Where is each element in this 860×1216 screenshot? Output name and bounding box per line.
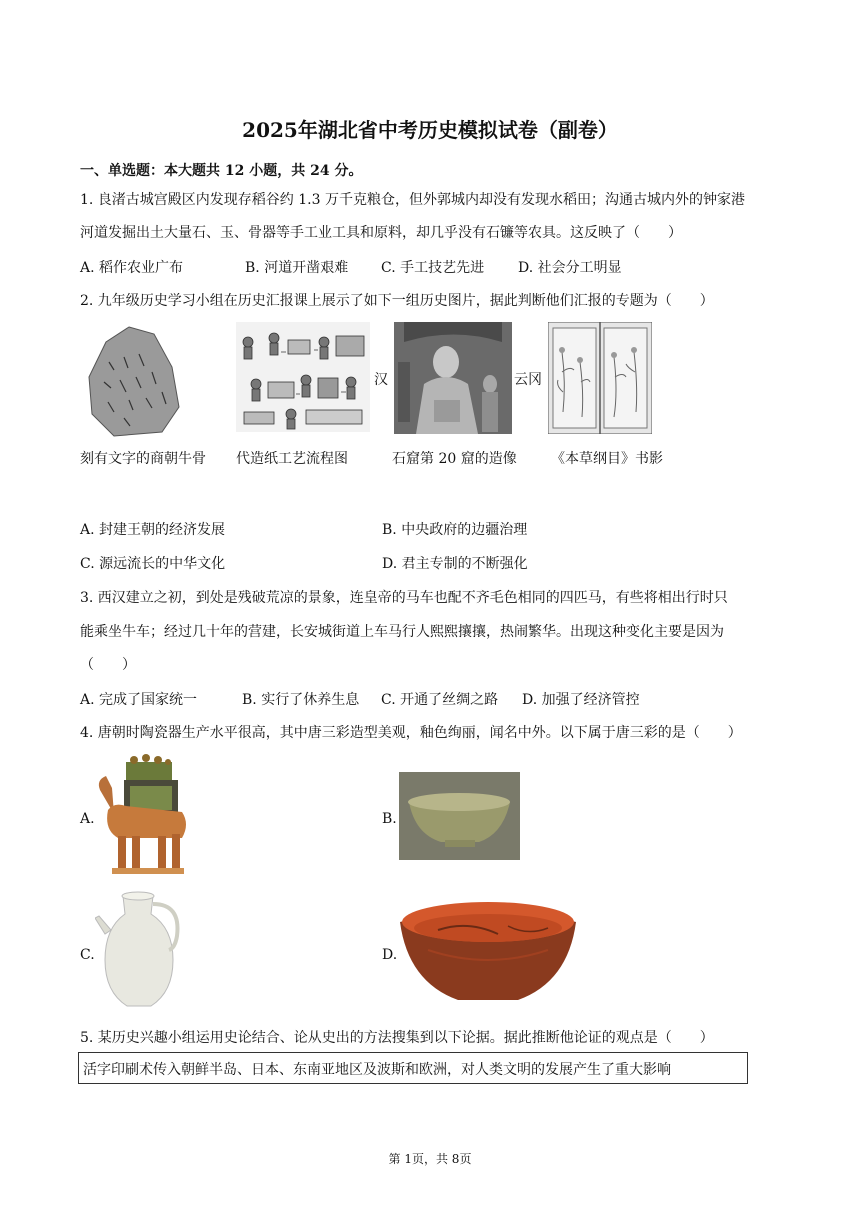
- q2-option-a: A. 封建王朝的经济发展: [80, 522, 226, 538]
- bencao-gangmu-image: [548, 322, 652, 434]
- q2-caption-1: 刻有文字的商朝牛骨: [80, 451, 206, 467]
- q3-option-d: D. 加强了经济管控: [522, 692, 640, 708]
- q2-option-d: D. 君主专制的不断强化: [382, 556, 528, 572]
- papermaking-diagram-image: [236, 322, 370, 432]
- q1-stem-line1: 1. 良渚古城宫殿区内发现存稻谷约 1.3 万千克粮仓，但外郭城内却没有发现水稻田；沟通古城内外的钟家港: [80, 192, 745, 208]
- page-title: 2025年湖北省中考历史模拟试卷（副卷）: [242, 118, 618, 142]
- q4-stem: 4. 唐朝时陶瓷器生产水平很高，其中唐三彩造型美观，釉色绚丽，闻名中外。以下属于唐三彩的是（ ）: [80, 725, 742, 741]
- white-porcelain-ewer-image: [95, 888, 183, 1012]
- q2-option-c: C. 源远流长的中华文化: [80, 556, 226, 572]
- q3-option-a: A. 完成了国家统一: [80, 692, 198, 708]
- q4-label-a: A.: [80, 811, 95, 827]
- q2-caption-2: 代造纸工艺流程图: [236, 451, 348, 467]
- q2-stem: 2. 九年级历史学习小组在历史汇报课上展示了如下一组历史图片，据此判断他们汇报的专题为（ ）: [80, 293, 714, 309]
- q5-evidence-text: 活字印刷术传入朝鲜半岛、日本、东南亚地区及波斯和欧洲，对人类文明的发展产生了重大影响: [83, 1062, 671, 1078]
- q5-stem: 5. 某历史兴趣小组运用史论结合、论从史出的方法搜集到以下论据。据此推断他论证的观点是（ ）: [80, 1030, 714, 1046]
- yungang-grottoes-image: [394, 322, 512, 434]
- q2-yungang-label: 云冈: [514, 372, 542, 388]
- q1-stem-line2: 河道发掘出土大量石、玉、骨器等手工业工具和原料，却几乎没有石镰等农具。这反映了（ ）: [80, 225, 682, 241]
- tang-sancai-camel-image: [94, 754, 192, 878]
- q1-option-d: D. 社会分工明显: [518, 260, 622, 276]
- q3-stem-line3: （ ）: [80, 657, 136, 673]
- q2-caption-3: 石窟第 20 窟的造像: [392, 451, 517, 467]
- oracle-bone-image: [84, 322, 184, 440]
- celadon-bowl-image: [399, 772, 520, 860]
- q4-label-d: D.: [382, 947, 398, 963]
- q2-caption-4: 《本草纲目》书影: [551, 451, 663, 467]
- q2-option-b: B. 中央政府的边疆治理: [382, 522, 528, 538]
- red-pottery-bowl-image: [398, 890, 578, 1010]
- q1-option-c: C. 手工技艺先进: [381, 260, 485, 276]
- q4-label-b: B.: [382, 811, 397, 827]
- q2-han-label: 汉: [374, 372, 388, 388]
- q5-evidence-box: [78, 1052, 748, 1084]
- q3-stem-line1: 3. 西汉建立之初，到处是残破荒凉的景象，连皇帝的马车也配不齐毛色相同的四匹马，有些将相出行时只: [80, 590, 728, 606]
- q3-stem-line2: 能乘坐牛车；经过几十年的营建，长安城街道上车马行人熙熙攘攘，热闹繁华。出现这种变化主要是因为: [80, 624, 724, 640]
- section-heading: 一、单选题：本大题共 12 小题，共 24 分。: [80, 163, 363, 179]
- q1-option-a: A. 稻作农业广布: [80, 260, 184, 276]
- page-footer: 第 1页，共 8页: [388, 1152, 472, 1166]
- q3-option-b: B. 实行了休养生息: [242, 692, 360, 708]
- q1-option-b: B. 河道开凿艰难: [245, 260, 349, 276]
- q4-label-c: C.: [80, 947, 95, 963]
- q3-option-c: C. 开通了丝绸之路: [381, 692, 499, 708]
